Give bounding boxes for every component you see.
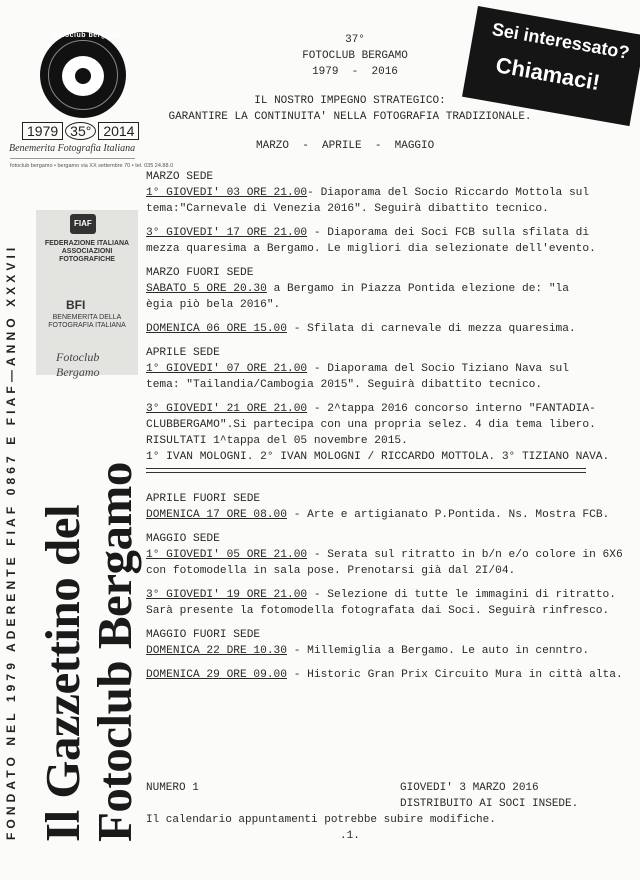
event-text: - Millemiglia a Bergamo. Le auto in cenntro. [287,645,590,657]
fiaf-certificate [36,210,138,379]
section-heading: MAGGIO SEDE [146,533,220,545]
camera-lens-icon [62,56,104,96]
event-text: - Diaporama del Socio Riccardo Mottola sul [307,187,590,199]
event-date: 1° GIOVEDI' 07 ORE 21.00 [146,363,308,375]
event-section [146,265,616,337]
club-years: 1979 - 2016 [312,66,398,78]
benemerita-label: Benemerita Fotografia Italiana [9,143,136,154]
events-list [146,169,623,683]
event-section [146,531,623,619]
event-text: - Diaporama del Socio Tiziano Nava sul [307,363,569,375]
edition-number: 37° [345,34,365,46]
event-section [146,491,616,523]
page-number: .1. [340,830,360,842]
year-end: 2014 [98,122,139,140]
issue-date-block [400,780,578,812]
event-date: DOMENICA 22 DRE 10.30 [146,645,287,657]
fiaf-bfi: BFI [66,298,86,312]
event-text: ègia piò bela 2016". [146,299,281,311]
event-text: - 2^tappa 2016 concorso interno "FANTADIA- [307,403,596,415]
issue-number: NUMERO 1 [146,782,199,794]
club-name: FOTOCLUB BERGAMO [302,50,408,62]
months-heading: MARZO - APRILE - MAGGIO [256,140,435,152]
event-text: RISULTATI 1^tappa del 05 novembre 2015. [146,435,408,447]
event-text: 1° IVAN MOLOGNI. 2° IVAN MOLOGNI / RICCARDO MOTTOLA. 3° TIZIANO NAVA. [146,451,610,463]
event-text: - Serata sul ritratto in b/n e/o colore in 6X6 [307,549,623,561]
founding-vertical-text: FONDATO NEL 1979 ADERENTE FIAF 0867 E FIAF—ANNO XXXVII [4,243,18,840]
event-text: - Selezione di tutte le immagini di ritratto. [307,589,616,601]
strategic-heading: IL NOSTRO IMPEGNO STRATEGICO: [254,95,446,107]
fiaf-federation: FEDERAZIONE ITALIANA ASSOCIAZIONI FOTOGRAFICHE [44,240,130,263]
issue-date: GIOVEDI' 3 MARZO 2016 [400,782,539,794]
masthead [240,32,470,80]
event-item [146,667,623,683]
event-item [146,361,616,393]
event-item [146,225,616,257]
event-text: con fotomodella in sala pose. Prenotarsi già dal 2I/04. [146,565,516,577]
event-item [146,185,616,217]
fiaf-logo-icon: FIAF [70,214,96,234]
fiaf-benemerita: BENEMERITA DELLA FOTOGRAFIA ITALIANA [48,314,126,329]
section-heading: MAGGIO FUORI SEDE [146,629,261,641]
event-item [146,547,623,579]
fiaf-signature: Fotoclub Bergamo [56,350,100,379]
event-date: DOMENICA 29 ORE 09.00 [146,669,287,681]
event-text: mezza quaresima a Bergamo. Le migliori dia selezionate dell'evento. [146,243,596,255]
event-text: tema:"Carnevale di Venezia 2016". Seguirà dibattito tecnico. [146,203,549,215]
event-text: a Bergamo in Piazza Pontida elezione de: "la [266,283,569,295]
year-start: 1979 [22,122,63,140]
event-date: DOMENICA 17 ORE 08.00 [146,509,287,521]
newsletter-title-line-1: Il Gazzettino del [35,504,90,842]
event-date: DOMENICA 06 ORE 15.00 [146,323,287,335]
anniversary-number: 35° [65,122,96,140]
event-item [146,401,616,465]
distribution-note: DISTRIBUITO AI SOCI INSEDE. [400,798,579,810]
event-section [146,169,616,257]
event-date: 1° GIOVEDI' 03 ORE 21.00 [146,187,308,199]
event-item [146,587,616,619]
event-text: - Sfilata di carnevale di mezza quaresima. [287,323,576,335]
newsletter-title-line-2: Fotoclub Bergamo [87,462,142,842]
club-address: fotoclub bergamo • bergamo via XX settembre 70 • tel. 035 24.88.0 [10,163,174,169]
strategic-text: GARANTIRE LA CONTINUITA' NELLA FOTOGRAFIA TRADIZIONALE. [168,111,532,123]
event-date: 3° GIOVEDI' 21 ORE 21.00 [146,403,308,415]
event-text: - Historic Gran Prix Circuito Mura in città alta. [287,669,623,681]
event-item [146,507,616,523]
event-section [146,627,623,683]
event-text: - Arte e artigianato P.Pontida. Ns. Mostra FCB. [287,509,610,521]
logo-text: fotoclub bergamo [54,32,122,39]
section-heading: APRILE SEDE [146,347,220,359]
event-date: SABATO 5 ORE 20.30 [146,283,267,295]
section-heading: MARZO FUORI SEDE [146,267,254,279]
ribbon-line-2: Chiamaci! [493,52,602,96]
section-heading: MARZO SEDE [146,171,214,183]
divider [10,158,135,159]
event-date: 1° GIOVEDI' 05 ORE 21.00 [146,549,308,561]
event-text: Sarà presente la fotomodella fotografata dai Soci. Seguirà rinfresco. [146,605,610,617]
event-item [146,643,616,659]
event-item [146,321,616,337]
event-text: tema: "Tailandia/Cambogia 2015". Seguirà dibattito tecnico. [146,379,543,391]
section-heading: APRILE FUORI SEDE [146,493,261,505]
ribbon-line-1: Sei interessato? [490,18,631,63]
event-date: 3° GIOVEDI' 19 ORE 21.00 [146,589,308,601]
event-item [146,281,616,313]
event-text: CLUBBERGAMO".Si partecipa con una propria selez. 4 dia tema libero. [146,419,596,431]
calendar-note: Il calendario appuntamenti potrebbe subire modifiche. [146,814,496,826]
event-section [146,345,616,483]
club-logo [40,32,126,118]
anniversary-badge [22,122,141,140]
event-text: - Diaporama dei Soci FCB sulla sfilata di [307,227,590,239]
event-date: 3° GIOVEDI' 17 ORE 21.00 [146,227,308,239]
